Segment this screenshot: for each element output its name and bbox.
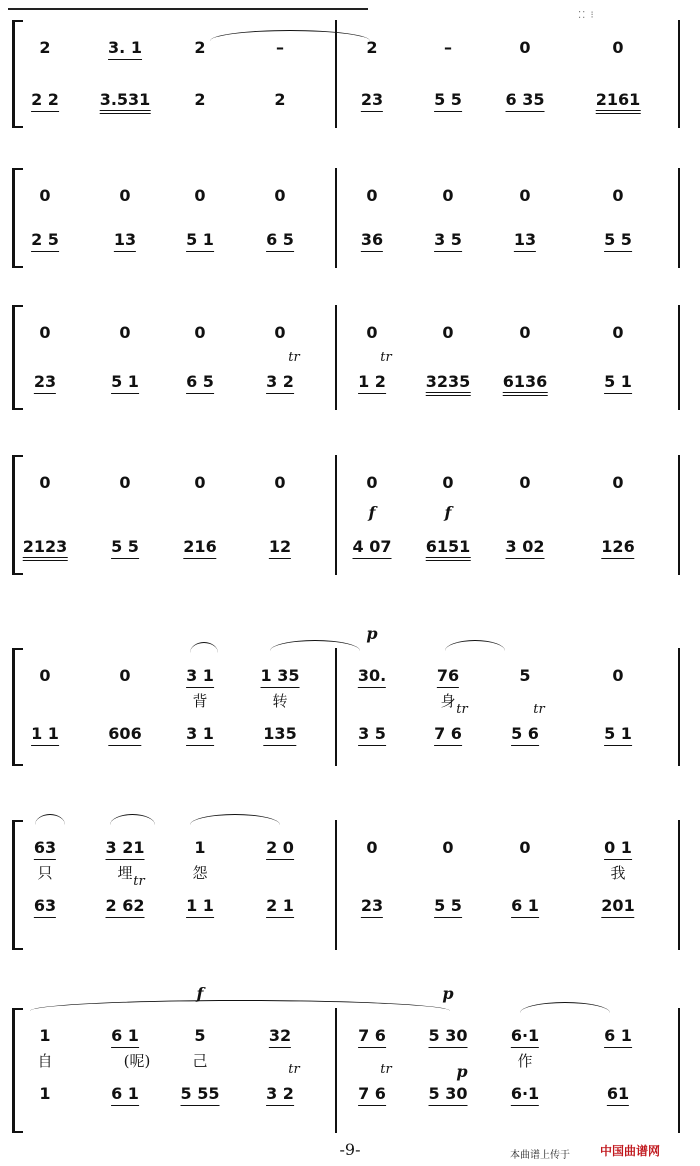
upper-note: 3. 1 <box>108 38 142 60</box>
lower-note: 3 5 <box>358 724 386 746</box>
barline <box>335 455 337 575</box>
score-system <box>0 455 700 575</box>
upper-note: 0 <box>612 666 624 685</box>
lower-note: 63 <box>34 896 56 918</box>
upper-note: 0 <box>39 473 51 492</box>
lower-note: 2 <box>194 90 206 109</box>
upper-note: 6·1 <box>511 1026 539 1048</box>
upper-note: 2 <box>39 38 51 57</box>
lower-note: 5 1 <box>111 372 139 394</box>
upper-note: 0 <box>612 323 624 342</box>
upper-note: 0 <box>119 473 131 492</box>
upper-note: 0 <box>194 186 206 205</box>
upper-note: 7 6 <box>358 1026 386 1048</box>
lyric-text: 背 <box>192 692 208 710</box>
barline <box>335 820 337 950</box>
upper-note: 5 30 <box>429 1026 468 1048</box>
upper-note: 0 <box>119 323 131 342</box>
lower-note: 1 <box>39 1084 51 1103</box>
score-system <box>0 168 700 268</box>
upper-note: 0 <box>442 186 454 205</box>
system-bracket <box>12 305 23 410</box>
page-number: -9- <box>339 1140 361 1159</box>
lyric-text: 转 <box>272 692 288 710</box>
lower-note: 5 5 <box>111 537 139 559</box>
lower-note: 6·1 <box>511 1084 539 1106</box>
system-bracket <box>12 455 23 575</box>
barline-end <box>678 20 680 128</box>
lyric-text: 只 <box>37 864 53 882</box>
trill-mark: tr <box>533 702 545 717</box>
lower-note: 3 1 <box>186 724 214 746</box>
lyric-text: 自 <box>37 1052 53 1070</box>
upper-note: 0 <box>519 186 531 205</box>
upper-note: 0 <box>194 473 206 492</box>
lyric-text: (呢) <box>123 1052 151 1070</box>
lower-note: 2161 <box>596 90 641 114</box>
upper-note: 5 <box>519 666 531 685</box>
lower-note: 5 1 <box>604 372 632 394</box>
lower-note: 6 1 <box>511 896 539 918</box>
upper-note: 2 <box>366 38 378 57</box>
barline <box>335 648 337 766</box>
lower-note: 6151 <box>426 537 471 561</box>
slur-mark <box>190 642 218 653</box>
barline-end <box>678 1008 680 1133</box>
slur-mark <box>445 640 505 651</box>
upper-note: 0 <box>442 838 454 857</box>
score-system <box>0 820 700 950</box>
upper-note: 0 <box>39 666 51 685</box>
lyric-text: 怨 <box>192 864 208 882</box>
system-bracket <box>12 1008 23 1133</box>
system-bracket <box>12 168 23 268</box>
lower-note: 216 <box>183 537 216 559</box>
upper-note: 0 <box>519 473 531 492</box>
lyric-text: 身 <box>440 692 456 710</box>
barline <box>335 305 337 410</box>
upper-note: 6 1 <box>111 1026 139 1048</box>
lyric-text: 作 <box>517 1052 533 1070</box>
lower-note: 3 2 <box>266 1084 294 1106</box>
upper-note: 0 <box>442 473 454 492</box>
upper-note: 0 <box>366 323 378 342</box>
slur-mark <box>35 814 65 825</box>
lower-note: 5 1 <box>186 230 214 252</box>
upper-note: 63 <box>34 838 56 860</box>
lower-note: 126 <box>601 537 634 559</box>
upper-note: 0 <box>519 323 531 342</box>
upper-note: 76 <box>437 666 459 688</box>
dynamic-mark: p <box>366 624 378 643</box>
barline-end <box>678 648 680 766</box>
lower-note: 13 <box>514 230 536 252</box>
upper-note: 0 <box>194 323 206 342</box>
slur-mark <box>110 814 155 825</box>
upper-note: 0 <box>519 838 531 857</box>
trill-mark: tr <box>288 350 300 365</box>
upper-note: 6 1 <box>604 1026 632 1048</box>
upper-note: 0 <box>366 473 378 492</box>
slur-mark <box>30 1000 450 1011</box>
lyric-text: 己 <box>192 1052 208 1070</box>
upper-note: 0 <box>612 473 624 492</box>
lower-note: 3.531 <box>100 90 151 114</box>
lower-note: 2 5 <box>31 230 59 252</box>
barline-end <box>678 455 680 575</box>
dynamic-mark: f <box>444 503 452 522</box>
upper-note: 1 35 <box>261 666 300 688</box>
lower-note: 61 <box>607 1084 629 1106</box>
barline-end <box>678 305 680 410</box>
upper-note: 0 <box>366 838 378 857</box>
system-bracket <box>12 648 23 766</box>
slur-mark <box>520 1002 610 1013</box>
dynamic-mark: p <box>442 984 454 1003</box>
lower-note: 2 <box>274 90 286 109</box>
upper-note: 2 <box>194 38 206 57</box>
dynamic-mark: f <box>196 984 204 1003</box>
lower-note: 4 07 <box>353 537 392 559</box>
upper-note: 0 <box>612 38 624 57</box>
lyric-text: 埋 <box>117 864 133 882</box>
lower-note: 23 <box>361 90 383 112</box>
upper-note: 0 <box>274 323 286 342</box>
dynamic-mark: p <box>456 1062 468 1081</box>
upper-note: 0 <box>366 186 378 205</box>
lower-note: 3 02 <box>506 537 545 559</box>
lower-note: 1 1 <box>186 896 214 918</box>
upper-note: 0 1 <box>604 838 632 860</box>
upper-note: 0 <box>274 186 286 205</box>
score-system <box>0 305 700 410</box>
lower-note: 5 5 <box>434 90 462 112</box>
upper-note: 32 <box>269 1026 291 1048</box>
lower-note: 2123 <box>23 537 68 561</box>
trill-mark: tr <box>380 350 392 365</box>
lower-note: 5 5 <box>434 896 462 918</box>
lower-note: 23 <box>34 372 56 394</box>
lower-note: 606 <box>108 724 141 746</box>
upper-note: 0 <box>39 186 51 205</box>
barline <box>335 1008 337 1133</box>
lower-note: 5 30 <box>429 1084 468 1106</box>
dynamic-mark: f <box>368 503 376 522</box>
lower-note: 7 6 <box>434 724 462 746</box>
lower-note: 5 5 <box>604 230 632 252</box>
lower-note: 13 <box>114 230 136 252</box>
barline-end <box>678 820 680 950</box>
lower-note: 2 62 <box>106 896 145 918</box>
upper-note: 5 <box>194 1026 206 1045</box>
lower-note: 36 <box>361 230 383 252</box>
lower-note: 2 2 <box>31 90 59 112</box>
upper-note: – <box>276 38 284 57</box>
lower-note: 7 6 <box>358 1084 386 1106</box>
lower-note: 6 1 <box>111 1084 139 1106</box>
upper-note: 0 <box>274 473 286 492</box>
trill-mark: tr <box>288 1062 300 1077</box>
trill-mark: tr <box>133 874 145 889</box>
upper-note: 30. <box>358 666 386 688</box>
lower-note: 1 2 <box>358 372 386 394</box>
lyric-text: 我 <box>610 864 626 882</box>
top-rule <box>8 8 368 10</box>
lower-note: 5 1 <box>604 724 632 746</box>
slur-mark <box>190 814 280 825</box>
trill-mark: tr <box>380 1062 392 1077</box>
upper-note: 2 0 <box>266 838 294 860</box>
lower-note: 23 <box>361 896 383 918</box>
upper-note: 0 <box>519 38 531 57</box>
lower-note: 5 6 <box>511 724 539 746</box>
lower-note: 6 35 <box>506 90 545 112</box>
barline <box>335 168 337 268</box>
upper-note: 1 <box>194 838 206 857</box>
lower-note: 6136 <box>503 372 548 396</box>
lower-note: 6 5 <box>266 230 294 252</box>
lower-note: 5 55 <box>181 1084 220 1106</box>
corner-marks: ⁚⁚ ⁝ <box>578 10 595 21</box>
lower-note: 2 1 <box>266 896 294 918</box>
upper-note: – <box>444 38 452 57</box>
upper-note: 0 <box>39 323 51 342</box>
score-system <box>0 624 700 766</box>
score-system <box>0 984 700 1133</box>
lower-note: 6 5 <box>186 372 214 394</box>
lower-note: 135 <box>263 724 296 746</box>
lower-note: 3235 <box>426 372 471 396</box>
lower-note: 3 2 <box>266 372 294 394</box>
barline-end <box>678 168 680 268</box>
slur-mark <box>270 640 360 651</box>
trill-mark: tr <box>456 702 468 717</box>
upper-note: 3 1 <box>186 666 214 688</box>
upper-note: 1 <box>39 1026 51 1045</box>
lower-note: 1 1 <box>31 724 59 746</box>
lower-note: 201 <box>601 896 634 918</box>
upper-note: 0 <box>119 666 131 685</box>
upper-note: 0 <box>612 186 624 205</box>
upper-note: 3 21 <box>106 838 145 860</box>
lower-note: 12 <box>269 537 291 559</box>
upload-credit: 本曲谱上传于 <box>510 1150 570 1161</box>
lower-note: 3 5 <box>434 230 462 252</box>
upper-note: 0 <box>119 186 131 205</box>
upper-note: 0 <box>442 323 454 342</box>
site-logo: 中国曲谱网 <box>600 1144 661 1158</box>
system-bracket <box>12 820 23 950</box>
system-bracket <box>12 20 23 128</box>
